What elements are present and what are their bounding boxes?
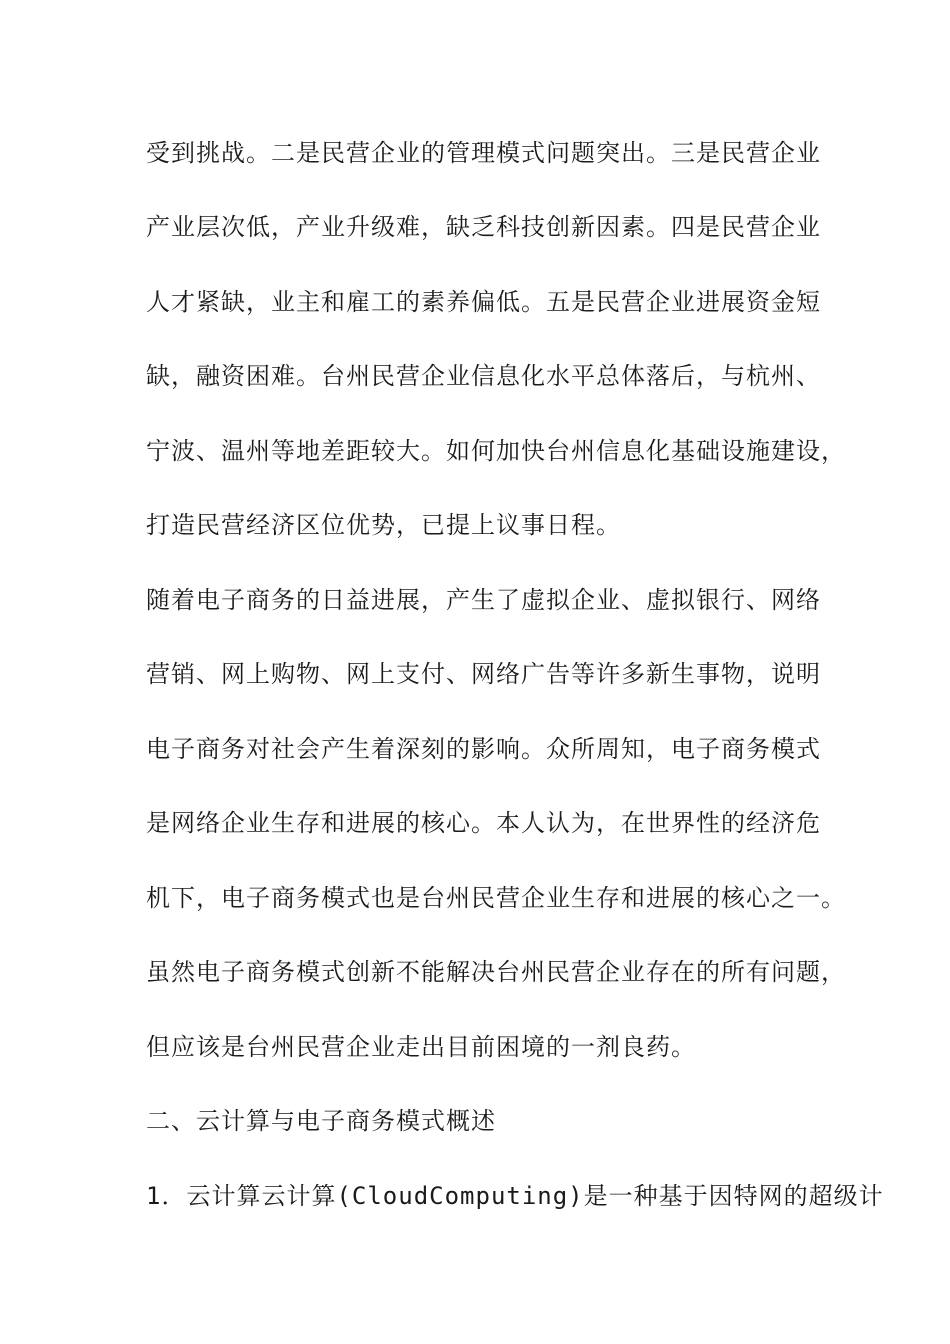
text-line: 缺，融资困难。台州民营企业信息化水平总体落后，与杭州、 (146, 362, 821, 390)
text-line: 电子商务对社会产生着深刻的影响。众所周知，电子商务模式 (146, 735, 821, 763)
section-heading: 二、云计算与电子商务模式概述 (146, 1107, 496, 1135)
text-line: 1．云计算云计算(CloudComputing)是一种基于因特网的超级计 (146, 1182, 884, 1210)
text-line: 虽然电子商务模式创新不能解决台州民营企业存在的所有问题， (146, 958, 846, 986)
text-line: 营销、网上购物、网上支付、网络广告等许多新生事物，说明 (146, 660, 821, 688)
text-line: 人才紧缺，业主和雇工的素养偏低。五是民营企业进展资金短 (146, 288, 821, 316)
text-line: 受到挑战。二是民营企业的管理模式问题突出。三是民营企业 (146, 139, 821, 167)
text-line: 宁波、温州等地差距较大。如何加快台州信息化基础设施建设， (146, 437, 846, 465)
text-line: 产业层次低，产业升级难，缺乏科技创新因素。四是民营企业 (146, 213, 821, 241)
text-line: 但应该是台州民营企业走出目前困境的一剂良药。 (146, 1033, 696, 1061)
text-line: 打造民营经济区位优势，已提上议事日程。 (146, 511, 621, 539)
text-line: 是网络企业生存和进展的核心。本人认为，在世界性的经济危 (146, 809, 821, 837)
text-line: 随着电子商务的日益进展，产生了虚拟企业、虚拟银行、网络 (146, 586, 821, 614)
text-line: 机下，电子商务模式也是台州民营企业生存和进展的核心之一。 (146, 884, 846, 912)
